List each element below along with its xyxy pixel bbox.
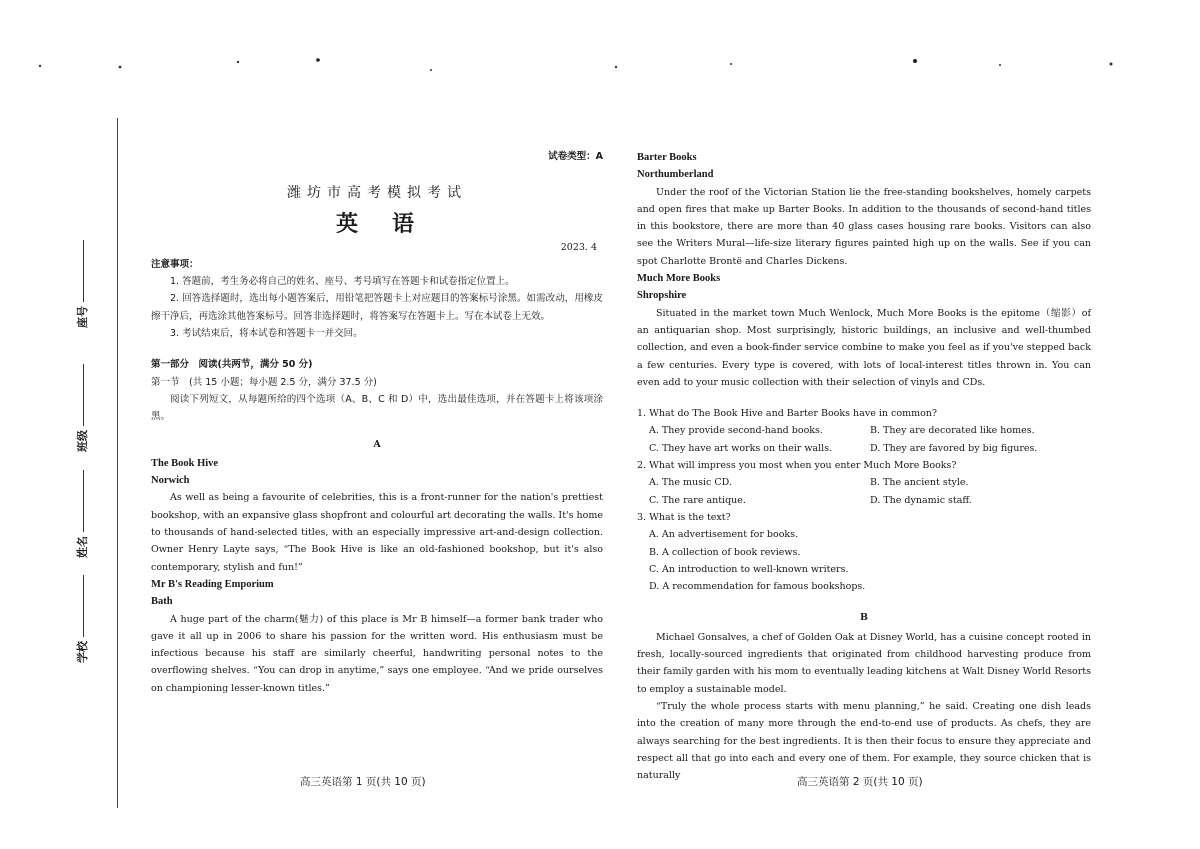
option: C. An introduction to well-known writers. — [649, 563, 849, 575]
right-column — [637, 149, 1091, 784]
shop-place: Norwich — [151, 475, 190, 487]
option: B. The ancient style. — [870, 477, 969, 489]
shop-place: Bath — [151, 596, 173, 608]
question-1-options — [649, 422, 1091, 457]
option: B. They are decorated like homes. — [870, 425, 1035, 437]
exam-title: 潍坊市高考模拟考试 — [287, 185, 467, 202]
passage-b-paragraph: Michael Gonsalves, a chef of Golden Oak at Disney World, has a cuisine concept rooted in fresh, locally-sourced ingredients that originated from childhood harvesting produce from their family garden with his mom to eventually leading kitchens at Walt Disney World Resorts to employ a sustainable model. — [637, 631, 1091, 695]
notice-item: 2. 回答选择题时，选出每小题答案后，用铅笔把答题卡上对应题目的答案标号涂黑。如需改动，用橡皮擦干净后，再选涂其他答案标号。回答非选择题时，将答案写在答题卡上。写在本试卷上无效。 — [151, 293, 603, 322]
school-field: 学校 — [74, 623, 90, 663]
option: D. They are favored by big figures. — [870, 442, 1038, 454]
page-footer-2: 高三英语第 2 页(共 10 页) — [797, 776, 923, 788]
shop-name: Barter Books — [637, 152, 697, 163]
scan-specks — [0, 0, 1200, 80]
shop-name: Much More Books — [637, 273, 721, 285]
instruction: 阅读下列短文，从每题所给的四个选项（A、B、C 和 D）中，选出最佳选项，并在答题卡上将该项涂黑。 — [151, 393, 603, 423]
notice-title: 注意事项： — [151, 258, 199, 270]
passage-label-a: A — [373, 438, 381, 450]
option: C. The rare antique. — [649, 494, 746, 506]
notice-item: 3. 考试结束后，将本试卷和答题卡一并交回。 — [170, 328, 363, 340]
option: C. They have art works on their walls. — [649, 442, 833, 454]
binding-line — [117, 118, 118, 808]
seat-number-field: 座号 — [74, 288, 90, 328]
notice-item: 1. 答题前，考生务必将自己的姓名、座号、考号填写在答题卡和试卷指定位置上。 — [170, 276, 515, 288]
shop-place: Northumberland — [637, 169, 714, 181]
paper-type: 试卷类型：A — [548, 151, 603, 162]
exam-date: 2023. 4 — [560, 241, 597, 253]
shop-place: Shropshire — [637, 290, 687, 302]
shop-description: As well as being a favourite of celebrities, this is a front-runner for the nation's prettiest bookshop, with an expansive glass shopfront and colourful art decorating the walls. It's home to thousands of hand-selected titles, with an especially impressive art-and-design collection. Owner Henry Layte says, “The Book Hive is like an old-fashioned bookshop, but it's also contemporary, stylish and fun!” — [151, 492, 603, 573]
question-3-options — [649, 526, 1091, 595]
page-footer-1: 高三英语第 1 页(共 10 页) — [300, 776, 426, 788]
passage-b-paragraph: “Truly the whole process starts with menu planning,” he said. Creating one dish leads into the creation of many more through the end-to-end use of products. As chefs, they are always searching for the best ingredients. It is then their focus to ensure they appreciate and respect all that go into each and every one of them. For example, they source chicken that is naturally — [637, 700, 1091, 782]
question-2: 2. What will impress you most when you enter Much More Books? — [637, 460, 957, 472]
shop-description: Situated in the market town Much Wenlock, Much More Books is the epitome（缩影）of an antiquarian shop. Most surprisingly, historic buildings, an inclusive and well-thumbed collection, and even a book-finder service combine to make you feel as if you've stepped back a few centuries. Every type is covered, with lots of local-interest titles thrown in. You can even add to your music collection with their selection of vinyls and CDs. — [637, 307, 1091, 388]
option: A. An advertisement for books. — [649, 529, 799, 541]
option: D. A recommendation for famous bookshops. — [649, 581, 866, 593]
option: D. The dynamic staff. — [870, 494, 972, 506]
shop-name: The Book Hive — [151, 457, 219, 469]
shop-name: Mr B's Reading Emporium — [151, 578, 274, 590]
option: B. A collection of book reviews. — [649, 546, 801, 558]
question-2-options — [649, 474, 1091, 509]
class-field: 班级 — [74, 412, 90, 452]
part-title: 第一部分 阅读(共两节，满分 50 分) — [151, 359, 313, 371]
shop-description: A huge part of the charm(魅力) of this place is Mr B himself—a former bank trader who gave it all up in 2006 to share his passion for the written word. His enthusiasm must be infectious because his staff are similarly cheerful, handwriting personal notes to the overflowing shelves. “You can drop in anytime,” says one employee. “And we pride ourselves on championing lesser-known titles.” — [151, 613, 603, 694]
section-title: 第一节 (共 15 小题；每小题 2.5 分，满分 37.5 分) — [151, 376, 377, 388]
question-1: 1. What do The Book Hive and Barter Books have in common? — [637, 408, 938, 420]
shop-description: Under the roof of the Victorian Station lie the free-standing bookshelves, homely carpets and open fires that make up Barter Books. In addition to the thousands of second-hand titles in this bookstore, there are more than 40 glass cases housing rare books. Visitors can also see the Writers Mural—life-size literary figures painted high up on the walls. See if you can spot Charlotte Brontë and Charles Dickens. — [637, 186, 1091, 267]
subject-title: 英语 — [335, 211, 448, 237]
left-column — [151, 148, 603, 697]
question-3: 3. What is the text? — [637, 511, 731, 523]
passage-label-b: B — [859, 612, 869, 624]
option: A. The music CD. — [649, 477, 732, 489]
option: A. They provide second-hand books. — [649, 425, 823, 437]
name-field: 姓名 — [74, 518, 90, 558]
